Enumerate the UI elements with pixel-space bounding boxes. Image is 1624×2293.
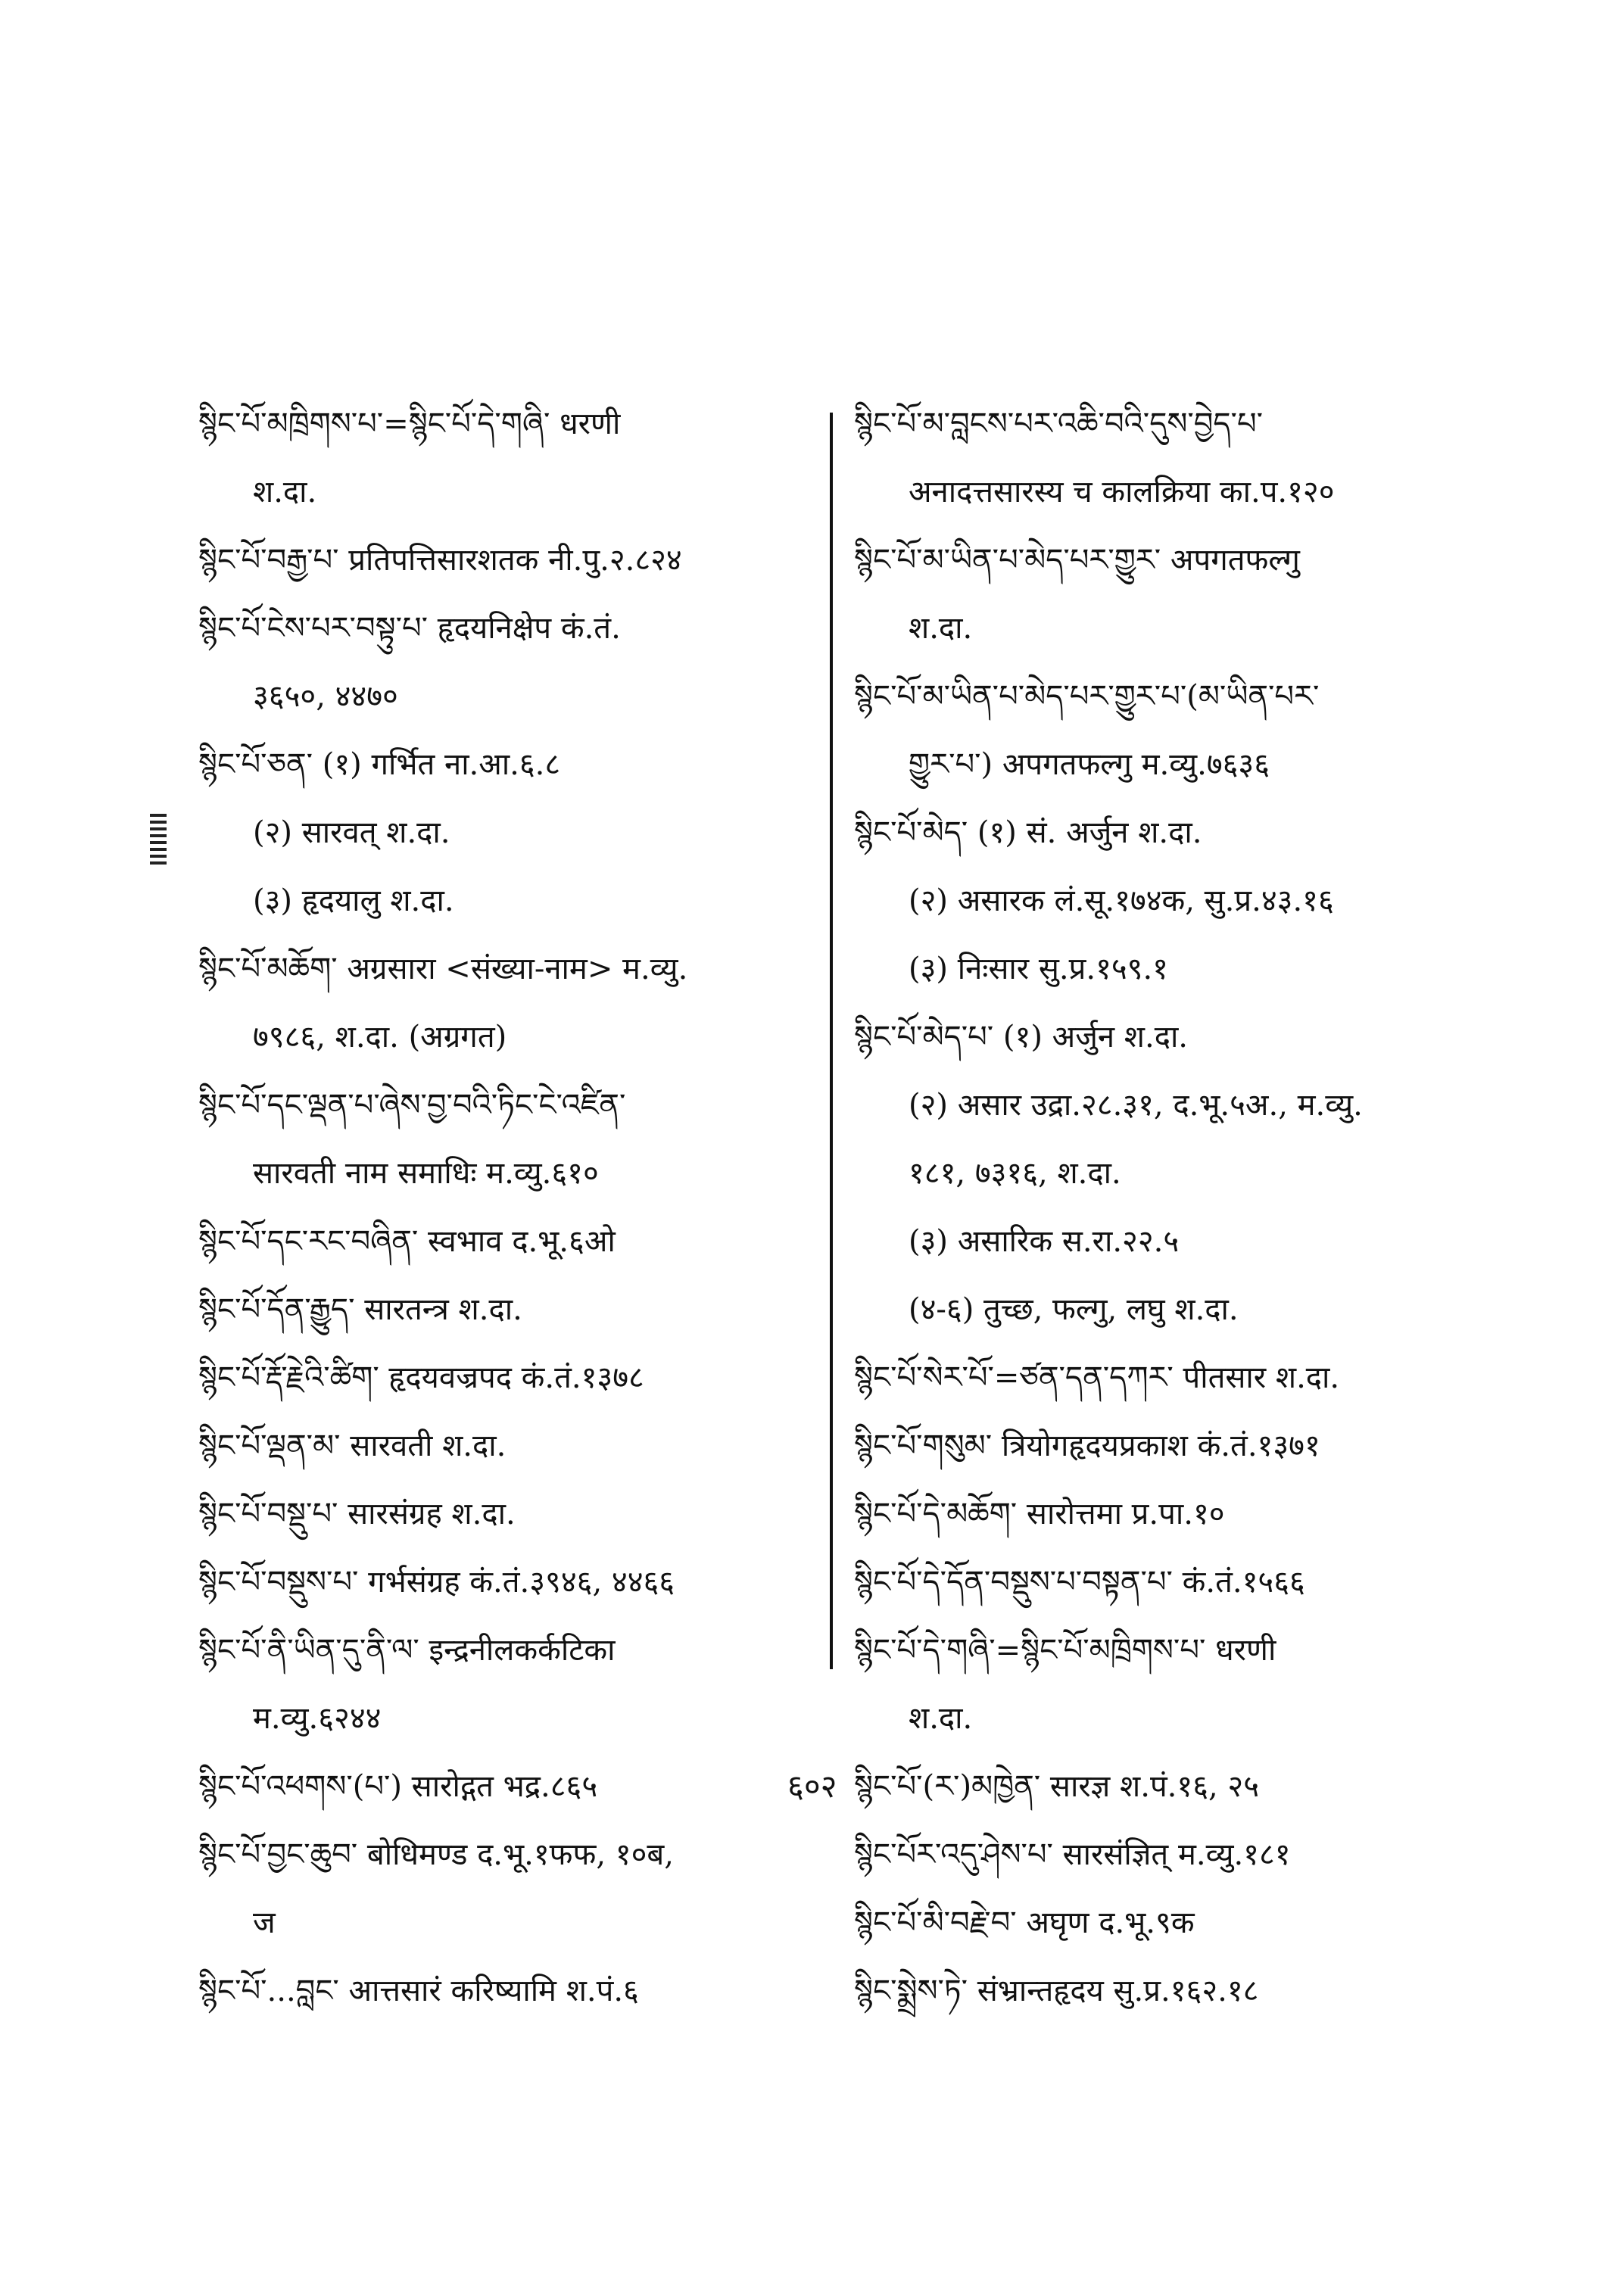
right-line: སྙིང་པོ་མ་བླངས་པར་འཆི་བའི་དུས་བྱེད་པ་	[854, 407, 1263, 441]
right-line: (३) निःसार सु.प्र.१५९.१	[909, 952, 1168, 986]
right-line: श.दा.	[909, 611, 973, 646]
page-number: ६०२	[787, 1768, 837, 1805]
right-line: སྙིང་པོ་མ་ཡིན་པ་མེད་པར་གྱུར་པ་(མ་ཡིན་པར་	[854, 679, 1320, 714]
right-line: (२) असारक लं.सू.१७४क, सु.प्र.४३.१६	[909, 883, 1334, 918]
left-line: སྙིང་པོ་བྱང་ཆུབ་ बोधिमण्ड द.भू.१फफ, १०ब,	[198, 1837, 674, 1872]
right-line: སྙིང་པོར་འདུ་ཤེས་པ་ सारसंज्ञित् म.व्यु.१८१	[854, 1837, 1291, 1872]
margin-index-mark	[150, 814, 167, 867]
right-line: སྙིང་པོ་མེད་ (१) सं. अर्जुन श.दा.	[854, 815, 1202, 850]
right-line: སྙིང་པོ་གསུམ་ त्रियोगहृदयप्रकाश कं.तं.१३७१	[854, 1428, 1320, 1463]
right-line: སྙིང་པོ་སེར་པོ་=ཙན་དན་དཀར་ पीतसार श.दा.	[854, 1360, 1340, 1395]
left-line: སྙིང་པོ་ནི་ཡིན་དུ་ནི་ལ་ इन्द्रनीलकर्कटिका	[198, 1633, 616, 1668]
left-line: སྙིང་པོ་བསྡུ་པ་ सारसंग्रह श.दा.	[198, 1497, 516, 1531]
left-line: ७९८६, श.दा. (अग्रगत)	[253, 1020, 507, 1055]
right-line: १८१, ७३१६, श.दा.	[909, 1156, 1121, 1191]
right-line: श.दा.	[909, 1701, 973, 1736]
left-line: སྙིང་པོ་བསྡུས་པ་ गर्भसंग्रह कं.तं.३९४६, ४४६६	[198, 1565, 675, 1600]
left-line: सारवती नाम समाधिः म.व्यु.६१०	[253, 1156, 599, 1191]
right-line: སྙིང་པོ་མ་ཡིན་པ་མེད་པར་གྱུར་ अपगतफल्गु	[854, 543, 1300, 578]
left-line: སྙིང་པོ་མཆོག་ अग्रसारा <संख्या-नाम> म.व्यु.	[198, 952, 688, 986]
left-line: श.दा.	[253, 475, 317, 509]
right-line: སྙིང་པོ་(ར་)མཁྱེན་ सारज्ञ श.पं.१६, २५	[854, 1769, 1260, 1804]
right-line: (४-६) तुच्छ, फल्गु, लघु श.दा.	[909, 1292, 1239, 1327]
left-line: སྙིང་པོ་རྡོ་རྗེའི་ཚིག་ हृदयवज्रपद कं.तं.१३७८	[198, 1360, 644, 1395]
left-line: སྙིང་པོ་ལྡན་མ་ सारवती श.दा.	[198, 1428, 507, 1463]
right-line: སྙིང་པོ་དེ་གཞི་=སྙིང་པོ་མཁྲིགས་པ་ धरणी	[854, 1633, 1276, 1668]
left-line: ज	[253, 1905, 276, 1940]
left-line: སྙིང་པོ་ཅན་ (१) गर्भित ना.आ.६.८	[198, 747, 561, 782]
right-line: སྙིང་སྨྲེས་ཏེ་ संभ्रान्तहृदय सु.प्र.१६२.१८	[854, 1974, 1259, 2008]
right-line: སྙིང་པོ་དེ་དོན་བསྡུས་པ་བསྟན་པ་ कं.तं.१५६६	[854, 1565, 1305, 1600]
left-line: (२) सारवत् श.दा.	[253, 815, 450, 850]
left-line: སྙིང་པོ་བརྒྱ་པ་ प्रतिपत्तिसारशतक नी.पु.२.८२४	[198, 543, 682, 578]
left-line: ३६५०, ४४७०	[253, 679, 398, 714]
right-line: སྙིང་པོ་དེ་མཆོག་ सारोत्तमा प्र.पा.१०	[854, 1497, 1225, 1531]
right-line: གྱུར་པ་) अपगतफल्गु म.व्यु.७६३६	[909, 747, 1270, 782]
left-line: म.व्यु.६२४४	[253, 1701, 382, 1736]
left-column	[198, 390, 804, 2025]
left-line: སྙིང་པོ་དང་ལྡན་པ་ཞེས་བྱ་བའི་ཏིང་ངེ་འཛིན་	[198, 1088, 626, 1123]
right-line: अनादत्तसारस्य च कालक्रिया का.प.१२०	[909, 475, 1335, 509]
left-line: སྙིང་པོ་དོན་རྒྱུད་ सारतन्त्र श.दा.	[198, 1292, 522, 1327]
left-line: སྙིང་པོ་མཁྲིགས་པ་=སྙིང་པོ་དེ་གཞི་ धरणी	[198, 407, 621, 441]
left-line: སྙིང་པོ་ངེས་པར་བསྟུ་པ་ हृदयनिक्षेप कं.तं.	[198, 611, 621, 646]
left-line: སྙིང་པོ་...བླང་ आत्तसारं करिष्यामि श.पं.६	[198, 1974, 639, 2008]
right-line: (३) असारिक स.रा.२२.५	[909, 1224, 1180, 1259]
column-divider	[830, 413, 833, 1669]
left-line: སྙིང་པོ་འཕགས་(པ་) सारोद्गत भद्र.८६५	[198, 1769, 598, 1804]
left-line: སྙིང་པོ་དང་རང་བཞིན་ स्वभाव द.भू.६ओ	[198, 1224, 616, 1259]
right-column	[854, 390, 1475, 2025]
right-line: སྙིང་པོ་མེད་པ་ (१) अर्जुन श.दा.	[854, 1020, 1189, 1055]
left-line: (३) हृदयालु श.दा.	[253, 883, 454, 918]
right-line: སྙིང་པོ་མི་བརྗེ་བ་ अघृण द.भू.९क	[854, 1905, 1195, 1940]
right-line: (२) असार उद्रा.२८.३१, द.भू.५अ., म.व्यु.	[909, 1088, 1363, 1123]
